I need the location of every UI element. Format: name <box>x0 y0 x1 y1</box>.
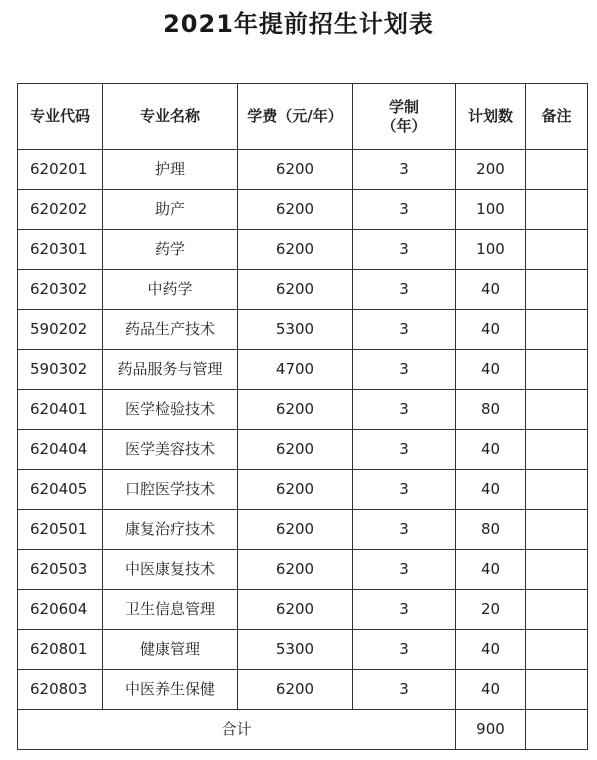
cell-remark <box>526 390 588 430</box>
cell-fee: 6200 <box>238 270 353 310</box>
cell-fee: 6200 <box>238 550 353 590</box>
cell-plan: 80 <box>456 510 526 550</box>
cell-years: 3 <box>353 190 456 230</box>
table-row <box>18 430 588 470</box>
cell-fee: 6200 <box>238 430 353 470</box>
table-row <box>18 630 588 670</box>
cell-remark <box>526 430 588 470</box>
table-row <box>18 230 588 270</box>
cell-remark <box>526 630 588 670</box>
total-plan: 900 <box>456 710 526 750</box>
cell-remark <box>526 550 588 590</box>
cell-code: 620501 <box>18 510 103 550</box>
cell-years: 3 <box>353 310 456 350</box>
cell-remark <box>526 150 588 190</box>
header-plan: 计划数 <box>456 84 526 150</box>
cell-code: 620803 <box>18 670 103 710</box>
cell-name: 助产 <box>103 190 238 230</box>
cell-code: 620202 <box>18 190 103 230</box>
cell-code: 620404 <box>18 430 103 470</box>
cell-remark <box>526 190 588 230</box>
cell-fee: 6200 <box>238 470 353 510</box>
total-label: 合计 <box>18 710 456 750</box>
cell-plan: 40 <box>456 630 526 670</box>
cell-name: 药品服务与管理 <box>103 350 238 390</box>
cell-plan: 100 <box>456 190 526 230</box>
table-body <box>18 150 588 750</box>
cell-years: 3 <box>353 350 456 390</box>
header-fee: 学费（元/年） <box>238 84 353 150</box>
table-row <box>18 550 588 590</box>
cell-years: 3 <box>353 430 456 470</box>
table-header-row <box>18 84 588 150</box>
enrollment-plan-table <box>17 83 588 750</box>
cell-plan: 100 <box>456 230 526 270</box>
cell-plan: 200 <box>456 150 526 190</box>
cell-fee: 6200 <box>238 190 353 230</box>
cell-code: 590302 <box>18 350 103 390</box>
table-row <box>18 470 588 510</box>
cell-plan: 40 <box>456 270 526 310</box>
cell-fee: 5300 <box>238 310 353 350</box>
cell-fee: 6200 <box>238 510 353 550</box>
cell-name: 医学检验技术 <box>103 390 238 430</box>
cell-remark <box>526 230 588 270</box>
cell-years: 3 <box>353 590 456 630</box>
cell-plan: 20 <box>456 590 526 630</box>
page-title: 2021年提前招生计划表 <box>163 10 434 38</box>
cell-fee: 6200 <box>238 230 353 270</box>
total-row <box>18 710 588 750</box>
cell-years: 3 <box>353 510 456 550</box>
cell-fee: 6200 <box>238 590 353 630</box>
table-row <box>18 350 588 390</box>
cell-remark <box>526 590 588 630</box>
cell-code: 620201 <box>18 150 103 190</box>
cell-years: 3 <box>353 230 456 270</box>
header-years <box>353 84 456 150</box>
cell-code: 620801 <box>18 630 103 670</box>
header-years-line2: （年） <box>381 116 427 135</box>
cell-name: 中医养生保健 <box>103 670 238 710</box>
table-row <box>18 190 588 230</box>
cell-name: 医学美容技术 <box>103 430 238 470</box>
cell-code: 590202 <box>18 310 103 350</box>
cell-fee: 6200 <box>238 390 353 430</box>
cell-code: 620401 <box>18 390 103 430</box>
table-row <box>18 270 588 310</box>
table-row <box>18 510 588 550</box>
cell-name: 康复治疗技术 <box>103 510 238 550</box>
total-remark <box>526 710 588 750</box>
cell-plan: 40 <box>456 430 526 470</box>
cell-plan: 40 <box>456 670 526 710</box>
cell-fee: 6200 <box>238 150 353 190</box>
cell-years: 3 <box>353 470 456 510</box>
cell-years: 3 <box>353 390 456 430</box>
cell-plan: 80 <box>456 390 526 430</box>
header-years-line1: 学制 <box>388 97 419 116</box>
cell-name: 护理 <box>103 150 238 190</box>
cell-years: 3 <box>353 670 456 710</box>
cell-remark <box>526 350 588 390</box>
cell-code: 620301 <box>18 230 103 270</box>
cell-years: 3 <box>353 150 456 190</box>
cell-remark <box>526 270 588 310</box>
cell-fee: 4700 <box>238 350 353 390</box>
cell-code: 620604 <box>18 590 103 630</box>
cell-name: 卫生信息管理 <box>103 590 238 630</box>
cell-name: 药品生产技术 <box>103 310 238 350</box>
cell-plan: 40 <box>456 350 526 390</box>
cell-code: 620302 <box>18 270 103 310</box>
cell-plan: 40 <box>456 470 526 510</box>
table-row <box>18 390 588 430</box>
cell-plan: 40 <box>456 550 526 590</box>
cell-remark <box>526 310 588 350</box>
cell-remark <box>526 510 588 550</box>
table-row <box>18 310 588 350</box>
cell-name: 中药学 <box>103 270 238 310</box>
cell-plan: 40 <box>456 310 526 350</box>
header-name: 专业名称 <box>103 84 238 150</box>
cell-name: 口腔医学技术 <box>103 470 238 510</box>
cell-code: 620503 <box>18 550 103 590</box>
cell-years: 3 <box>353 270 456 310</box>
table-row <box>18 670 588 710</box>
table-row <box>18 150 588 190</box>
header-code: 专业代码 <box>18 84 103 150</box>
cell-remark <box>526 470 588 510</box>
cell-name: 药学 <box>103 230 238 270</box>
cell-years: 3 <box>353 550 456 590</box>
cell-name: 中医康复技术 <box>103 550 238 590</box>
cell-years: 3 <box>353 630 456 670</box>
cell-fee: 5300 <box>238 630 353 670</box>
header-remark: 备注 <box>526 84 588 150</box>
cell-fee: 6200 <box>238 670 353 710</box>
table-row <box>18 590 588 630</box>
cell-remark <box>526 670 588 710</box>
cell-code: 620405 <box>18 470 103 510</box>
cell-name: 健康管理 <box>103 630 238 670</box>
